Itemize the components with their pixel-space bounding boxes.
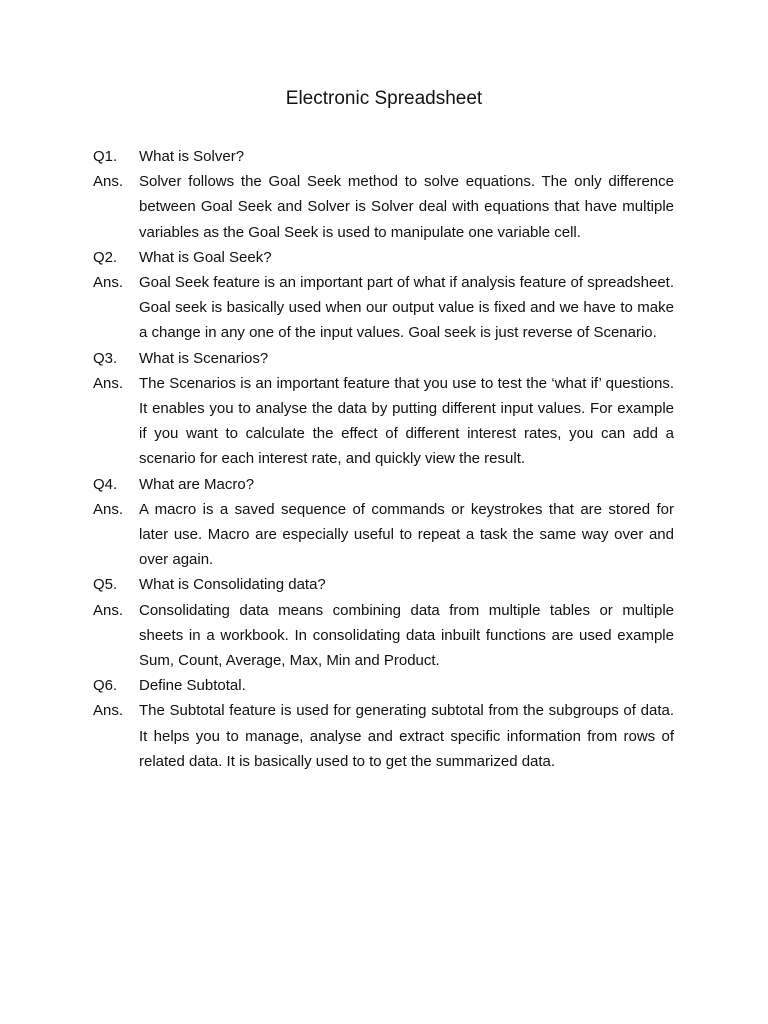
question-row xyxy=(93,144,674,169)
answer-text: The Subtotal feature is used for generating subtotal from the subgroups of data. It helps you to manage, analyse and extract specific information from rows of related data. It is basically used to to get the summarized data. xyxy=(139,702,674,770)
question-row xyxy=(93,346,674,371)
question-text: Define Subtotal. xyxy=(139,677,246,695)
answer-label: Ans. xyxy=(93,274,124,292)
question-text: What are Macro? xyxy=(139,475,255,493)
question-text: What is Solver? xyxy=(139,148,245,165)
question-label: Q5. xyxy=(93,576,118,594)
answer-label: Ans. xyxy=(93,374,124,392)
question-label: Q2. xyxy=(93,248,118,266)
question-row xyxy=(93,572,674,597)
answer-row xyxy=(93,497,674,573)
answer-label: Ans. xyxy=(93,500,124,518)
document-title: Electronic Spreadsheet xyxy=(285,88,483,109)
question-text: What is Consolidating data? xyxy=(139,576,326,594)
answer-label: Ans. xyxy=(93,601,124,619)
answer-label: Ans. xyxy=(93,173,124,191)
question-label: Q3. xyxy=(93,349,118,367)
answer-text: A macro is a saved sequence of commands or keystrokes that are stored for later use. Macro are especially useful to repeat a task the same way over and over again. xyxy=(139,500,674,569)
answer-row xyxy=(93,270,674,346)
answer-text: Consolidating data means combining data from multiple tables or multiple sheets in a workbook. In consolidating data inbuilt functions are used example Sum, Count, Average, Max, Min and Product. xyxy=(139,601,674,670)
question-label: Q1. xyxy=(93,148,118,165)
question-text: What is Goal Seek? xyxy=(139,248,272,266)
answer-text: Solver follows the Goal Seek method to solve equations. The only difference between Goal Seek and Solver is Solver deal with equations that have multiple variables as the Goal Seek is used to manipulate one variable cell. xyxy=(139,173,674,241)
question-row xyxy=(93,673,674,698)
answer-label: Ans. xyxy=(93,702,124,720)
qa-list xyxy=(93,144,674,774)
question-label: Q6. xyxy=(93,677,118,695)
answer-row xyxy=(93,371,674,472)
question-row xyxy=(93,472,674,497)
answer-text: The Scenarios is an important feature that you use to test the ‘what if’ questions. It enables you to analyse the data by putting different input values. For example if you want to calculate the effect of different interest rates, you can add a scenario for each interest rate, and quickly view the result. xyxy=(139,374,674,468)
answer-row xyxy=(93,598,674,674)
answer-row xyxy=(93,169,674,245)
question-text: What is Scenarios? xyxy=(139,349,269,367)
question-row xyxy=(93,245,674,270)
question-label: Q4. xyxy=(93,475,118,493)
answer-text: Goal Seek feature is an important part of what if analysis feature of spreadsheet. Goal seek is basically used when our output value is fixed and we have to make a change in any one of the input values. Goal seek is just reverse of Scenario. xyxy=(139,274,674,342)
answer-row xyxy=(93,698,674,774)
